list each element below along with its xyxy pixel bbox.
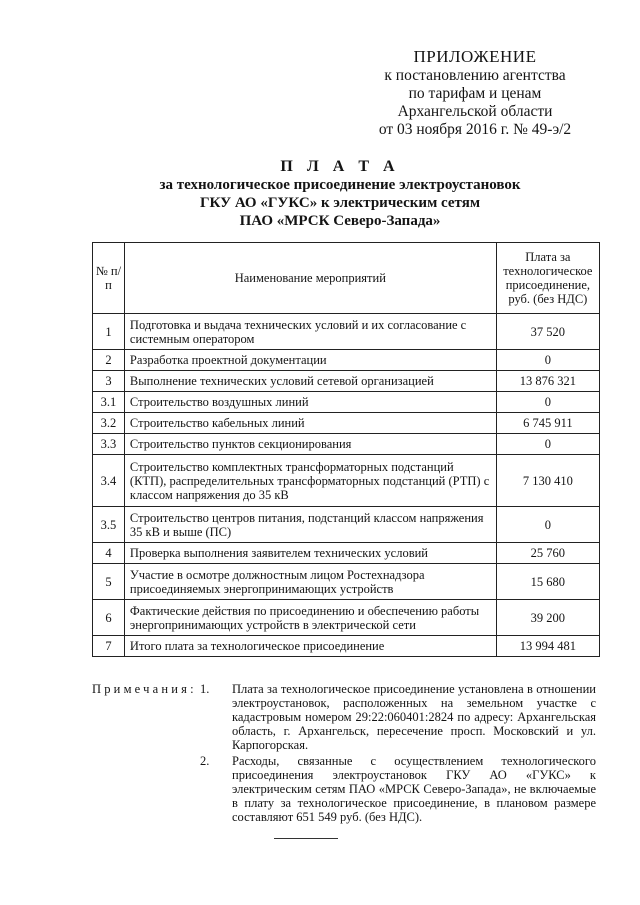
row-num: 5 [93,564,125,600]
row-name: Фактические действия по присоединению и обеспечению работы энергопринимающих устройств в электрической сети [124,600,496,636]
row-price: 6 745 911 [496,413,599,434]
table-row [93,434,600,455]
row-price: 25 760 [496,543,599,564]
table-row-total [93,636,600,657]
heading-line: ПАО «МРСК Северо-Запада» [239,213,441,229]
row-name: Подготовка и выдача технических условий и их согласование с системным оператором [124,314,496,350]
appendix-title: ПРИЛОЖЕНИЕ [413,47,537,66]
appendix-line: к постановлению агентства [384,67,566,84]
row-name: Строительство центров питания, подстанций классом напряжения 35 кВ и выше (ПС) [124,507,496,543]
header-name: Наименование мероприятий [124,243,496,314]
table-row [93,413,600,434]
row-num: 1 [93,314,125,350]
row-name: Строительство пунктов секционирования [124,434,496,455]
row-num: 3.5 [93,507,125,543]
row-num: 3.4 [93,455,125,507]
table-row [93,455,600,507]
table-row [93,392,600,413]
header-num: № п/п [93,243,125,314]
row-price: 13 994 481 [496,636,599,657]
row-name: Участие в осмотре должностным лицом Ростехнадзора присоединяемых энергопринимающих устройств [124,564,496,600]
note-text: Плата за технологическое присоединение установлена в отношении электроустановок, расположенных на земельном участке с кадастровым номером 29:22:060401:2824 по адресу: Архангельская область, г. Архангельск, пересечение просп. Московский и ул. Карпогорская. [232,682,596,752]
fees-table [92,242,600,657]
appendix-block [330,48,620,139]
row-num: 6 [93,600,125,636]
table-row [93,314,600,350]
row-name: Строительство воздушных линий [124,392,496,413]
row-num: 2 [93,350,125,371]
row-num: 3 [93,371,125,392]
row-num: 4 [93,543,125,564]
table-row [93,600,600,636]
row-name: Разработка проектной документации [124,350,496,371]
row-num: 3.2 [93,413,125,434]
row-price: 37 520 [496,314,599,350]
row-price: 0 [496,434,599,455]
document-heading [40,158,640,230]
table-row [93,507,600,543]
row-num: 3.1 [93,392,125,413]
row-price: 0 [496,507,599,543]
row-num: 7 [93,636,125,657]
table-header-row [93,243,600,314]
table-row [93,543,600,564]
header-price: Плата за технологическое присоединение, руб. (без НДС) [496,243,599,314]
closing-rule [274,838,338,839]
table-row [93,371,600,392]
row-name: Итого плата за технологическое присоединение [124,636,496,657]
note-item [200,754,596,824]
heading-title: П Л А Т А [280,158,400,175]
appendix-line: по тарифам и ценам [408,85,542,102]
note-number: 2. [200,754,210,768]
row-price: 0 [496,350,599,371]
row-name: Строительство кабельных линий [124,413,496,434]
appendix-line: Архангельской области [397,103,553,120]
row-name: Строительство комплектных трансформаторных подстанций (КТП), распределительных трансформаторных подстанций (РТП) с классом напряжения до 35 кВ [124,455,496,507]
row-num: 3.3 [93,434,125,455]
note-item [200,682,596,752]
row-name: Выполнение технических условий сетевой организацией [124,371,496,392]
row-price: 0 [496,392,599,413]
appendix-line: от 03 ноября 2016 г. № 49-э/2 [378,121,572,138]
table-row [93,350,600,371]
heading-line: ГКУ АО «ГУКС» к электрическим сетям [199,195,481,211]
heading-line: за технологическое присоединение электроустановок [159,177,521,193]
row-price: 7 130 410 [496,455,599,507]
row-price: 39 200 [496,600,599,636]
note-number: 1. [200,682,210,696]
row-price: 15 680 [496,564,599,600]
table-row [93,564,600,600]
notes-label: Примечания: [92,682,197,696]
note-text: Расходы, связанные с осуществлением технологического присоединения электроустановок ГКУ АО «ГУКС» к электрическим сетям ПАО «МРСК Северо-Запада», не включаемые в плату за технологическое присоединение, в плановом размере составляют 651 549 руб. (без НДС). [232,754,596,824]
row-name: Проверка выполнения заявителем технических условий [124,543,496,564]
row-price: 13 876 321 [496,371,599,392]
